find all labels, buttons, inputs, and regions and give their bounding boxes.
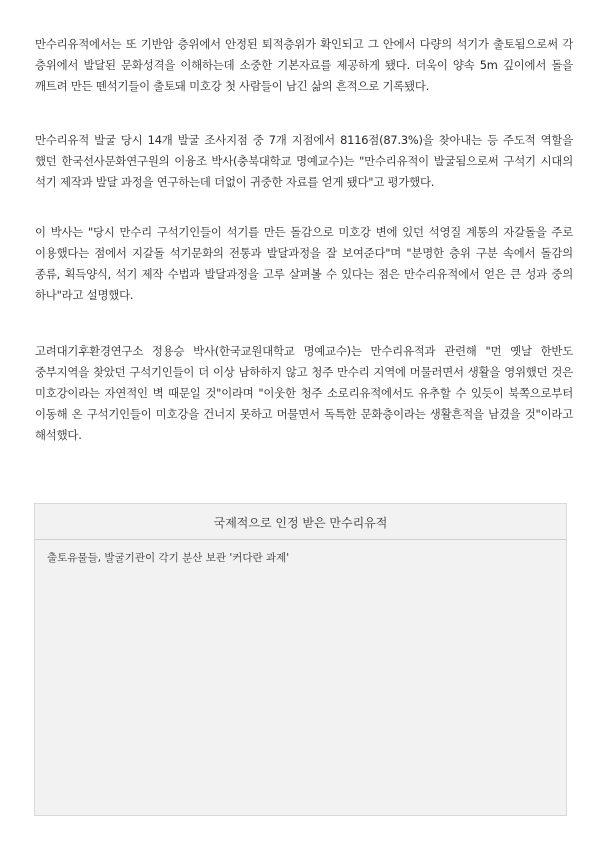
sidebar-box	[34, 503, 567, 816]
box-subtitle: 출토유물들, 발굴기관이 각기 분산 보관 '커다란 과제'	[47, 552, 290, 564]
paragraph: 고려대기후환경연구소 정용승 박사(한국교원대학교 명예교수)는 만수리유적과 관련해 "먼 옛날 한반도 중부지역을 찾았던 구석기인들이 더 이상 남하하지 않고 청주 만수리 지역에 머물러면서 생활을 영위했던 것은 미호강이라는 자연적인 벽 때문일 것"이라며 "이웃한 청주 소로리유적에서도 유추할 수 있듯이 북쪽으로부터 이동해 온 구석기인들이 미호강을 건너지 못하고 머물면서 독특한 문화층이라는 생활흔적을 남겼을 것"이라고 해석했다.	[35, 344, 573, 442]
box-title: 국제적으로 인정 받은 만수리유적	[213, 516, 388, 530]
paragraph: 만수리유적에서는 또 기반암 층위에서 안정된 퇴적층위가 확인되고 그 안에서 다량의 석기가 출토됨으로써 각 층위에서 발달된 문화성격을 이해하는데 소중한 기본자료를 제공하게 됐다. 더욱이 양속 5m 깊이에서 돌을 깨트려 만든 뗀석기들이 출토돼 미호강 첫 사람들이 남긴 삶의 흔적으로 기록됐다.	[35, 37, 573, 93]
paragraph: 만수리유적 발굴 당시 14개 발굴 조사지점 중 7개 지점에서 8116점(87.3%)을 찾아내는 등 주도적 역할을 했던 한국선사문화연구원의 이융조 박사(충북대학교 명예교수)는 "만수리유적이 발굴됨으로써 구석기 시대의 석기 제작과 발달 과정을 연구하는데 더없이 귀중한 자료를 얻게 됐다"고 평가했다.	[35, 133, 573, 189]
paragraph: 이 박사는 "당시 만수리 구석기인들이 석기를 만든 돌감으로 미호강 변에 있던 석영질 계통의 자갈돌을 주로 이용했다는 점에서 지갈돌 석기문화의 전통과 발달과정을 잘 보여준다"며 "분명한 층위 구분 속에서 돌감의 종류, 획득양식, 석기 제작 수법과 발달과정을 고루 살펴볼 수 있다는 점은 만수리유적에서 얻은 큰 성과 중의 하나"라고 설명했다.	[35, 225, 573, 302]
divider	[35, 539, 566, 540]
